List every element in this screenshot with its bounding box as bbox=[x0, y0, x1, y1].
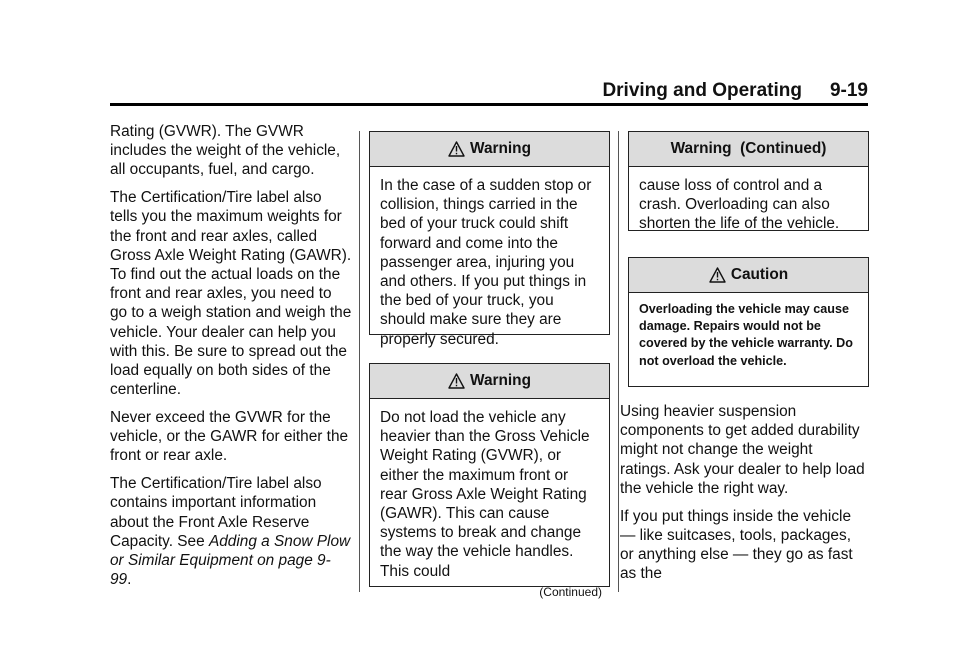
caution-title: Caution bbox=[730, 266, 789, 283]
warning-triangle-icon bbox=[709, 267, 726, 283]
warning-title: Warning (Continued) bbox=[670, 140, 827, 157]
paragraph: Using heavier suspension components to get added durability might not change the weight ratings. Ask your dealer to help load the vehicle the right way. bbox=[620, 403, 865, 497]
warning-triangle-icon bbox=[448, 141, 465, 157]
caution-header bbox=[629, 258, 868, 293]
caution-box bbox=[628, 257, 869, 387]
paragraph-text: The Certification/Tire label also contains important information about the Front Axle Reserve Capacity. See bbox=[110, 475, 322, 550]
column-divider bbox=[359, 131, 360, 592]
column-left bbox=[110, 122, 352, 598]
cross-reference-link[interactable]: Adding a Snow Plow or Similar Equipment on page 9-99 bbox=[110, 532, 351, 589]
paragraph: Rating (GVWR). The GVWR includes the weight of the vehicle, all occupants, fuel, and cargo. bbox=[110, 123, 341, 179]
warning-header bbox=[370, 132, 609, 167]
warning-header bbox=[370, 364, 609, 399]
warning-box bbox=[369, 131, 610, 348]
paragraph: The Certification/Tire label also tells you the maximum weights for the front and rear axles, called Gross Axle Weight Rating (GAWR). To find out the actual loads on the front and rear axles, you need to go to a weigh station and weigh the vehicle. Your dealer can help you with this. Be sure to spread out the load equally on both sides of the centerline. bbox=[110, 189, 352, 399]
paragraph bbox=[110, 474, 352, 589]
warning-body: In the case of a sudden stop or collision, things carried in the bed of your truck could shift forward and come into the passenger area, injuring you and others. If you put things in the bed of your truck, you should make sure they are properly secured. bbox=[380, 177, 592, 348]
warning-body: Do not load the vehicle any heavier than the Gross Vehicle Weight Rating (GVWR), or either the maximum front or rear Gross Axle Weight Rating (GAWR). This can cause systems to break and change the way the vehicle handles. This could bbox=[380, 409, 590, 580]
caution-body: Overloading the vehicle may cause damage. Repairs would not be covered by the vehicle warranty. Do not overload the vehicle. bbox=[639, 302, 853, 368]
continued-label: (Continued) bbox=[539, 584, 602, 599]
page-header bbox=[602, 80, 868, 102]
warning-body: cause loss of control and a crash. Overloading can also shorten the life of the vehicle. bbox=[639, 177, 840, 233]
warning-triangle-icon bbox=[448, 373, 465, 389]
warning-title: Warning bbox=[470, 372, 531, 389]
paragraph-end: . bbox=[127, 571, 132, 589]
warning-box bbox=[628, 131, 869, 231]
paragraph: If you put things inside the vehicle — like suitcases, tools, packages, or anything else — they go as fast as the bbox=[620, 507, 853, 583]
paragraph: Never exceed the GVWR for the vehicle, or the GAWR for either the front or rear axle. bbox=[110, 409, 349, 465]
warning-header bbox=[629, 132, 868, 167]
warning-title: Warning bbox=[470, 140, 531, 157]
column-right bbox=[620, 402, 866, 592]
column-divider bbox=[618, 131, 619, 592]
warning-box bbox=[369, 363, 610, 599]
section-title: Driving and Operating bbox=[602, 80, 802, 101]
page-number: 9-19 bbox=[829, 80, 868, 101]
header-rule bbox=[110, 103, 868, 106]
